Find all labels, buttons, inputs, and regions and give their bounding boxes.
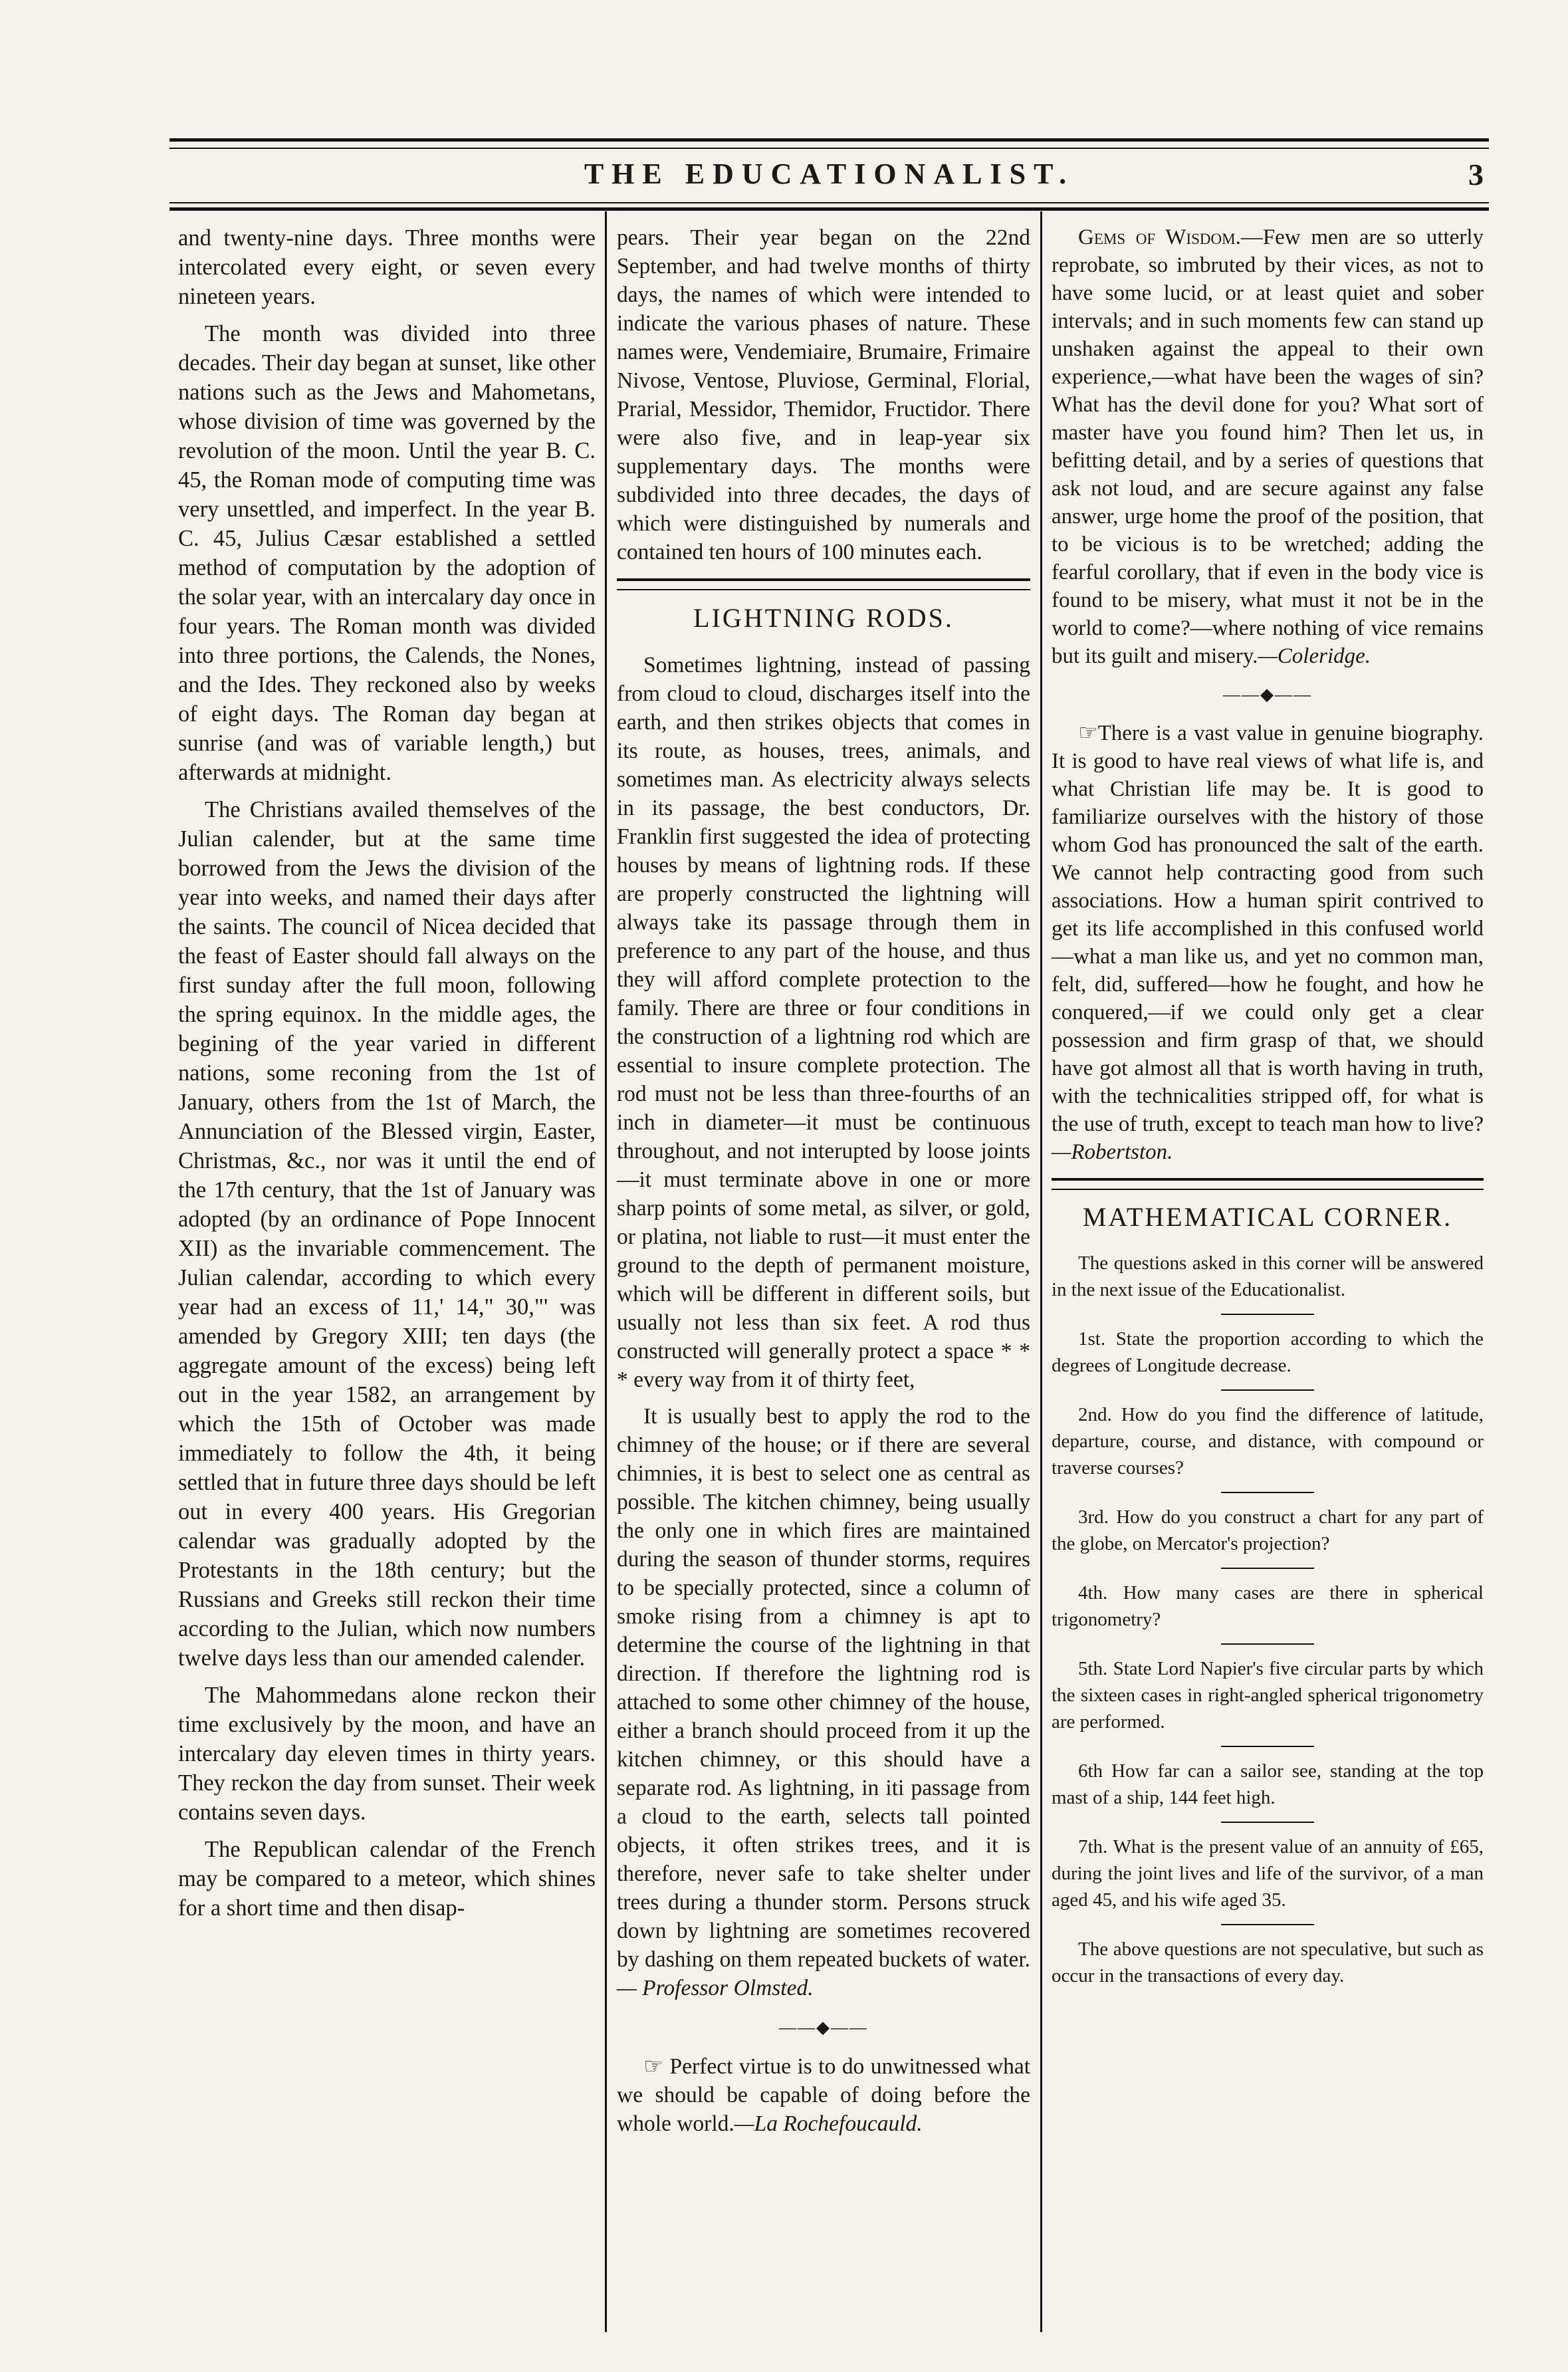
calendar-paragraph: The Christians availed themselves of the Julian calender, but at the same time borrowed from the Jews the division of the year into weeks, and named their days after the saints. The council of Nicea decided that the feast of Easter should fall always on the first sunday after the full moon, following the spring equinox. In the middle ages, the begining of the year varied in different nations, some reconing from the 1st of January, others from the 1st of March, the Annunciation of the Blessed virgin, Easter, Christmas, &c., nor was it until the end of the 17th century, that the 1st of January was adopted (by an ordinance of Pope Innocent XII) as the invariable commencement. The Julian calendar, according to which every year had an excess of 11,' 14," 30,"' was amended by Gregory XIII; ten days (the aggregate amount of the excess) being left out in the year 1582, an arrangement by which the 15th of October was made immediately to follow the 4th, it being settled that in future three days should be left out in every 400 years. His Gregorian calendar was gradually adopted by the Protestants in the 18th century; but the Russians and Greeks still reckon their time according to the Julian, which now numbers twelve days less than our amended calender. xyxy=(178,797,596,1671)
header-rule-thick xyxy=(169,207,1489,211)
column-2 xyxy=(617,223,1030,2146)
question-rule xyxy=(1221,1643,1314,1645)
math-question: 2nd. How do you find the difference of latitude, departure, course, and distance, with compound or traverse courses? xyxy=(1052,1404,1484,1479)
mathematical-corner-heading: MATHEMATICAL CORNER. xyxy=(1082,1202,1453,1232)
column-3 xyxy=(1052,223,1484,1997)
math-outro: The above questions are not speculative, but such as occur in the transactions of every day. xyxy=(1052,1939,1484,1986)
math-question: 7th. What is the present value of an annuity of £65, during the joint lives and life of the survivor, of a man aged 45, and his wife aged 35. xyxy=(1052,1836,1484,1911)
olmsted-attribution: — Professor Olmsted. xyxy=(617,1976,814,2000)
question-rule xyxy=(1221,1924,1314,1925)
question-rule xyxy=(1221,1822,1314,1823)
biography-paragraph xyxy=(1052,719,1484,1166)
rochefoucauld-attribution: —La Rochefoucauld. xyxy=(734,2111,923,2136)
math-question: 4th. How many cases are there in spherical trigonometry? xyxy=(1052,1582,1484,1630)
question-rule xyxy=(1221,1389,1314,1391)
question-rule xyxy=(1221,1492,1314,1493)
column-divider-2 xyxy=(1040,211,1042,2332)
ornament-rule: ——◆—— xyxy=(779,2018,868,2037)
gems-paragraph xyxy=(1052,223,1484,670)
lightning-rods-heading: LIGHTNING RODS. xyxy=(693,603,954,633)
question-rule xyxy=(1221,1568,1314,1569)
calendar-paragraph: and twenty-nine days. Three months were intercolated every eight, or seven every nineteen years. xyxy=(178,225,596,309)
ornament-rule: ——◆—— xyxy=(1223,685,1312,704)
column-divider-1 xyxy=(605,211,607,2332)
calendar-paragraph: The Mahommedans alone reckon their time exclusively by the moon, and have an intercalary day eleven times in thirty years. They reckon the day from sunset. Their week contains seven days. xyxy=(178,1683,596,1825)
pointing-hand-icon: ☞ xyxy=(643,2054,664,2079)
calendar-paragraph: pears. Their year began on the 22nd September, and had twelve months of thirty days, the names of which were intended to indicate the various phases of nature. These names were, Vendemiaire, Brumaire, Frimaire Nivose, Ventose, Pluviose, Germinal, Florial, Prarial, Messidor, Themidor, Fructidor. There were also five, and in leap-year six supplementary days. The months were subdivided into three decades, the days of which were distinguished by numerals and contained ten hours of 100 minutes each. xyxy=(617,225,1030,564)
virtue-paragraph xyxy=(617,2052,1030,2138)
column-1 xyxy=(178,223,596,1931)
masthead xyxy=(169,157,1489,199)
math-question: 3rd. How do you construct a chart for any part of the globe, on Mercator's projection? xyxy=(1052,1506,1484,1554)
math-question: 1st. State the proportion according to which the degrees of Longitude decrease. xyxy=(1052,1328,1484,1376)
publication-title: THE EDUCATIONALIST. xyxy=(584,158,1075,190)
gems-text: —Few men are so utterly reprobate, so imbruted by their vices, as not to have some lucid, or at least quiet and sober intervals; and in such moments few can stand up unshaken against the appeal to their own experience,—what have been the wages of sin? What has the devil done for you? What sort of master have you found him? Then let us, in befitting detail, and by a series of questions that ask not loud, and are secure against any false answer, urge home the proof of the position, that to be vicious is to be wretched; adding the fearful corollary, that if even in the body vice is found to be misery, what must it not be in the world to come?—where nothing of vice remains but its guilt and misery. xyxy=(1052,225,1484,668)
lightning-paragraph xyxy=(617,1402,1030,2002)
gems-title: Gems of Wisdom. xyxy=(1078,225,1241,249)
biography-text: There is a vast value in genuine biography. It is good to have real views of what life is, and what Christian life may be. It is good to familiarize ourselves with the history of those whom God has pronounced the salt of the earth. We cannot help contracting good from such associations. How a human spirit contrived to get its life accomplished in this confused world—what a man like us, and yet no common man, felt, did, suffered—how he fought, and how he conquered,—if we could only get a clear possession and firm grasp of that, we should have got almost all that is worth having in truth, with the technicalities stripped off, for what is the use of truth, except to teach man how to live? xyxy=(1052,721,1484,1136)
section-separator xyxy=(1052,1178,1484,1190)
math-intro: The questions asked in this corner will be answered in the next issue of the Educationalist. xyxy=(1052,1252,1484,1300)
calendar-paragraph: The month was divided into three decades. Their day began at sunset, like other nations such as the Jews and Mahometans, whose division of time was governed by the revolution of the moon. Until the year B. C. 45, the Roman mode of computing time was very unsettled, and imperfect. In the year B. C. 45, Julius Cæsar established a settled method of computation by the adoption of the solar year, with an intercalary day once in four years. The Roman month was divided into three portions, the Calends, the Nones, and the Ides. They reckoned also by weeks of eight days. The Roman day began at sunrise (and was of variable length,) but afterwards at midnight. xyxy=(178,321,596,785)
calendar-paragraph: The Republican calendar of the French may be compared to a meteor, which shines for a short time and then disap- xyxy=(178,1837,596,1921)
math-question: 6th How far can a sailor see, standing at the top mast of a ship, 144 feet high. xyxy=(1052,1760,1484,1808)
lightning-paragraph: Sometimes lightning, instead of passing from cloud to cloud, discharges itself into the earth, and then strikes objects that comes in its route, as houses, trees, animals, and sometimes man. As electricity always selects in its passage, the best conductors, Dr. Franklin first suggested the idea of protecting houses by means of lightning rods. If these are properly constructed the lightning will always take its passage through them in preference to any part of the house, and thus they will afford complete protection to the family. There are three or four conditions in the construction of a lightning rod which are essential to insure complete protection. The rod must not be less than three-fourths of an inch in diameter—it must be continuous throughout, and not interupted by loose joints—it must terminate above in one or more sharp points of some metal, as silver, or gold, or platina, not liable to rust—it must enter the ground to the depth of permanent moisture, which will be different in different soils, but usually not less than six feet. A rod thus constructed will generally protect a space * * * every way from it of thirty feet, xyxy=(617,653,1030,1392)
math-question: 5th. State Lord Napier's five circular parts by which the sixteen cases in right-angled spherical trigonometry are performed. xyxy=(1052,1658,1484,1732)
header-rule-thin xyxy=(169,202,1489,203)
robertston-attribution: —Robertston. xyxy=(1052,1140,1173,1164)
question-rule xyxy=(1221,1746,1314,1747)
coleridge-attribution: —Coleridge. xyxy=(1258,644,1371,668)
top-rule-thin xyxy=(169,148,1489,149)
virtue-text: Perfect virtue is to do unwitnessed what we should be capable of doing before the whole world. xyxy=(617,2054,1030,2136)
pointing-hand-icon: ☞ xyxy=(1078,721,1098,745)
section-separator xyxy=(617,578,1030,590)
page-number: 3 xyxy=(1468,158,1484,191)
top-rule-thick xyxy=(169,138,1489,142)
question-rule xyxy=(1221,1314,1314,1315)
lightning-text: It is usually best to apply the rod to the chimney of the house; or if there are several chimnies, it is best to select one as central as possible. The kitchen chimney, being usually the only one in which fires are maintained during the season of thunder storms, requires to be specially protected, since a column of smoke rising from a chimney is apt to determine the course of the lightning in that direction. If therefore the lightning rod is attached to some other chimney of the house, either a branch should proceed from it up the kitchen chimney, or this should have a separate rod. As lightning, in iti passage from a cloud to the earth, selects tall pointed objects, it often strikes trees, and it is therefore, never safe to take shelter under trees during a thunder storm. Persons struck down by lightning are sometimes recovered by dashing on them repeated buckets of water. xyxy=(617,1404,1030,1972)
